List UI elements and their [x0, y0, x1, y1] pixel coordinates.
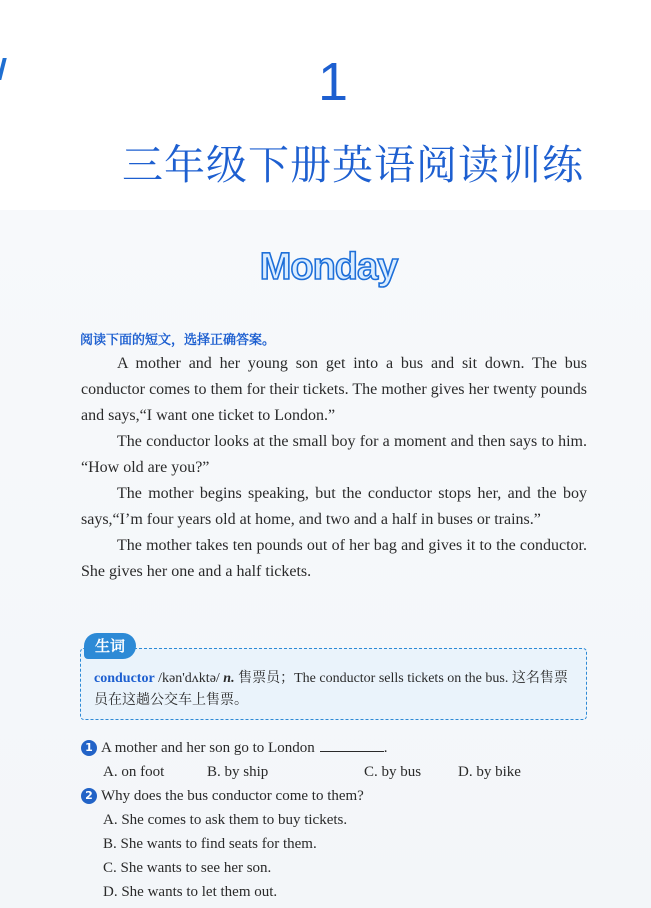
vocabulary-word: conductor: [94, 671, 155, 686]
question-number-badge: 1: [81, 740, 97, 756]
question-number-badge: 2: [81, 788, 97, 804]
vocabulary-pos: n.: [223, 671, 235, 686]
option-a: A. on foot: [103, 764, 165, 780]
question-2: [81, 786, 364, 806]
passage-paragraph: The mother begins speaking, but the conductor stops her, and the boy says,“I’m four years old at home, and two and a half in buses or trains.”: [81, 485, 587, 528]
page-title: 三年级下册英语阅读训练: [122, 141, 584, 189]
instruction-text: 阅读下面的短文，选择正确答案。: [80, 333, 276, 348]
option-b: B. by ship: [207, 764, 269, 780]
option-b: B. She wants to find seats for them.: [103, 836, 317, 852]
passage-paragraph: A mother and her young son get into a bus and sit down. The bus conductor comes to them for their tickets. The mother gives her twenty pounds and says,“I want one ticket to London.”: [81, 355, 587, 424]
option-d: D. by bike: [458, 764, 521, 780]
reading-passage: [81, 351, 587, 585]
option-d: D. She wants to let them out.: [103, 884, 278, 900]
question-1: [81, 738, 387, 758]
vocabulary-tag: 生词: [84, 633, 136, 659]
vocabulary-entry: [94, 668, 580, 712]
answer-blank: [320, 739, 384, 752]
vocabulary-meaning: 售票员；The conductor sells tickets on the bus. 这名售票员在这趟公交车上售票。: [94, 671, 568, 708]
question-text: A mother and her son go to London: [101, 740, 315, 756]
option-c: C. She wants to see her son.: [103, 860, 272, 876]
question-text: Why does the bus conductor come to them?: [101, 788, 364, 804]
option-c: C. by bus: [364, 764, 422, 780]
passage-paragraph: The conductor looks at the small boy for a moment and then says to him. “How old are you?”: [81, 433, 587, 476]
question-end: .: [383, 740, 388, 756]
day-heading: Monday: [259, 246, 398, 288]
unit-number: 1: [317, 52, 349, 112]
passage-paragraph: The mother takes ten pounds out of her bag and gives it to the conductor. She gives her one and a half tickets.: [81, 537, 587, 580]
vocabulary-phonetic: /kən'dʌktə/: [158, 671, 220, 686]
option-a: A. She comes to ask them to buy tickets.: [103, 812, 348, 828]
